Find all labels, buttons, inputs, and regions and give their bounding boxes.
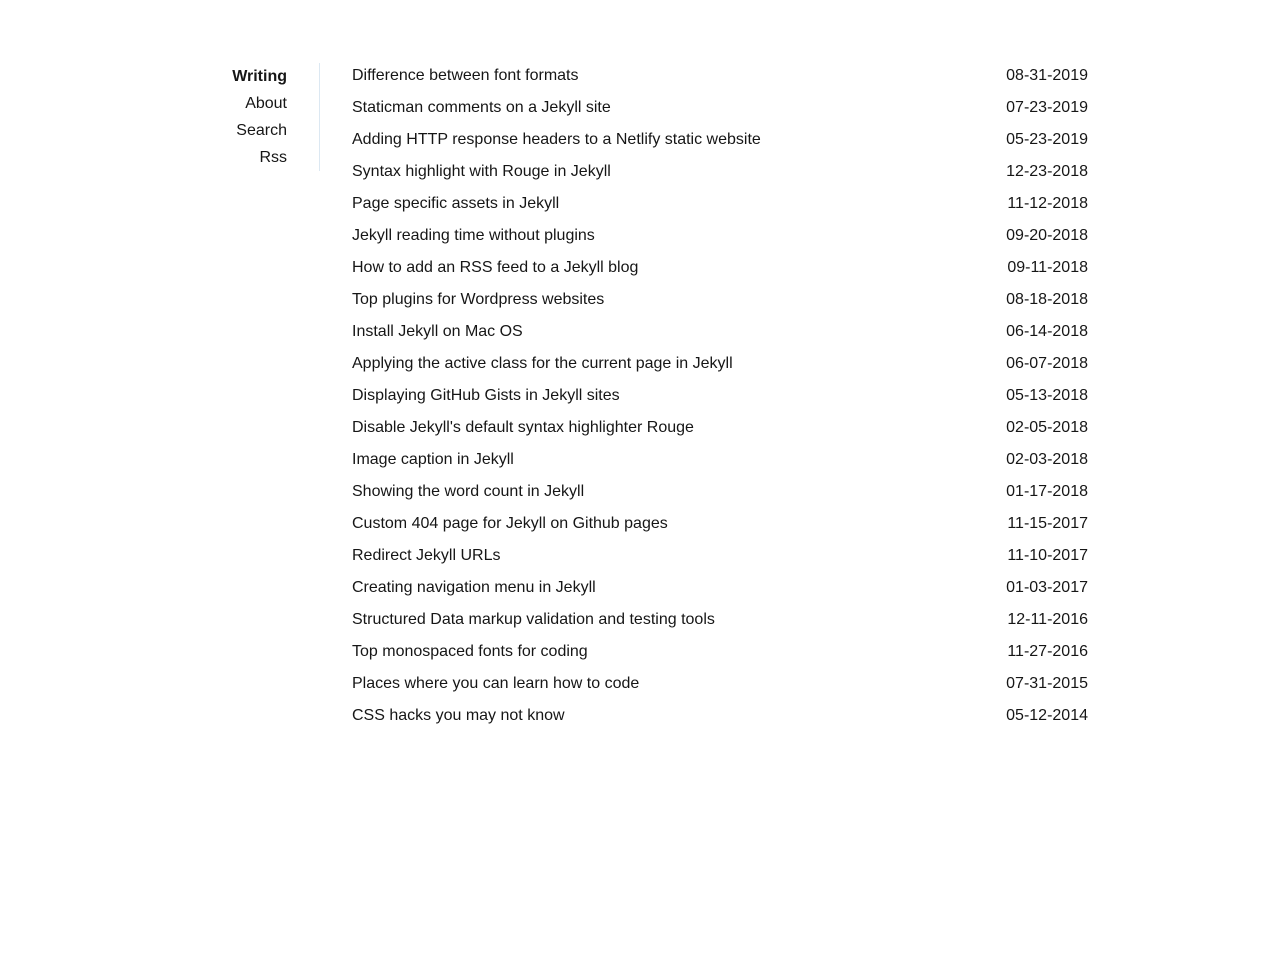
post-list (320, 60, 1088, 732)
post-row (352, 252, 1088, 284)
post-title-link[interactable]: Page specific assets in Jekyll (352, 195, 560, 212)
post-date: 05-13-2018 (1006, 387, 1088, 404)
post-row (352, 636, 1088, 668)
post-date: 06-07-2018 (1006, 355, 1088, 372)
post-title-link[interactable]: Custom 404 page for Jekyll on Github pages (352, 515, 668, 532)
sidebar-nav (192, 63, 320, 171)
post-title-link[interactable]: Showing the word count in Jekyll (352, 483, 585, 500)
post-row (352, 92, 1088, 124)
post-row (352, 412, 1088, 444)
post-title-link[interactable]: Places where you can learn how to code (352, 675, 640, 692)
sidebar-nav-item[interactable]: Rss (259, 149, 287, 166)
post-row (352, 668, 1088, 700)
post-date: 09-11-2018 (1007, 259, 1088, 276)
post-row (352, 348, 1088, 380)
post-date: 05-12-2014 (1006, 707, 1088, 724)
post-title-link[interactable]: Creating navigation menu in Jekyll (352, 579, 596, 596)
post-date: 07-23-2019 (1006, 99, 1088, 116)
sidebar-nav-item[interactable]: About (245, 95, 287, 112)
post-date: 06-14-2018 (1006, 323, 1088, 340)
post-row (352, 156, 1088, 188)
sidebar-nav-item[interactable]: Search (236, 122, 287, 139)
post-date: 12-11-2016 (1007, 611, 1088, 628)
post-title-link[interactable]: How to add an RSS feed to a Jekyll blog (352, 259, 639, 276)
post-title-link[interactable]: Redirect Jekyll URLs (352, 547, 501, 564)
post-date: 11-15-2017 (1007, 515, 1088, 532)
post-title-link[interactable]: Top plugins for Wordpress websites (352, 291, 605, 308)
post-title-link[interactable]: Staticman comments on a Jekyll site (352, 99, 611, 116)
post-date: 07-31-2015 (1006, 675, 1088, 692)
post-date: 11-12-2018 (1007, 195, 1088, 212)
post-date: 12-23-2018 (1006, 163, 1088, 180)
post-title-link[interactable]: Difference between font formats (352, 67, 579, 84)
post-date: 08-31-2019 (1006, 67, 1088, 84)
post-title-link[interactable]: Top monospaced fonts for coding (352, 643, 588, 660)
post-row (352, 284, 1088, 316)
post-title-link[interactable]: Jekyll reading time without plugins (352, 227, 595, 244)
post-row (352, 444, 1088, 476)
post-title-link[interactable]: Syntax highlight with Rouge in Jekyll (352, 163, 611, 180)
post-row (352, 380, 1088, 412)
sidebar-nav-item[interactable]: Writing (232, 68, 287, 85)
post-date: 09-20-2018 (1006, 227, 1088, 244)
post-row (352, 476, 1088, 508)
post-row (352, 700, 1088, 732)
post-title-link[interactable]: Disable Jekyll's default syntax highlighter Rouge (352, 419, 694, 436)
post-row (352, 60, 1088, 92)
post-title-link[interactable]: Install Jekyll on Mac OS (352, 323, 523, 340)
post-row (352, 508, 1088, 540)
post-title-link[interactable]: CSS hacks you may not know (352, 707, 565, 724)
post-row (352, 124, 1088, 156)
post-title-link[interactable]: Image caption in Jekyll (352, 451, 514, 468)
post-date: 01-17-2018 (1006, 483, 1088, 500)
post-row (352, 540, 1088, 572)
post-date: 08-18-2018 (1006, 291, 1088, 308)
post-title-link[interactable]: Applying the active class for the current page in Jekyll (352, 355, 733, 372)
post-date: 02-03-2018 (1006, 451, 1088, 468)
post-row (352, 604, 1088, 636)
post-row (352, 316, 1088, 348)
post-date: 01-03-2017 (1006, 579, 1088, 596)
post-date: 11-27-2016 (1007, 643, 1088, 660)
post-title-link[interactable]: Structured Data markup validation and testing tools (352, 611, 715, 628)
post-date: 05-23-2019 (1006, 131, 1088, 148)
post-row (352, 188, 1088, 220)
post-title-link[interactable]: Adding HTTP response headers to a Netlify static website (352, 131, 761, 148)
post-date: 02-05-2018 (1006, 419, 1088, 436)
content-wrapper (192, 0, 1088, 732)
post-row (352, 572, 1088, 604)
post-title-link[interactable]: Displaying GitHub Gists in Jekyll sites (352, 387, 620, 404)
post-date: 11-10-2017 (1007, 547, 1088, 564)
post-row (352, 220, 1088, 252)
